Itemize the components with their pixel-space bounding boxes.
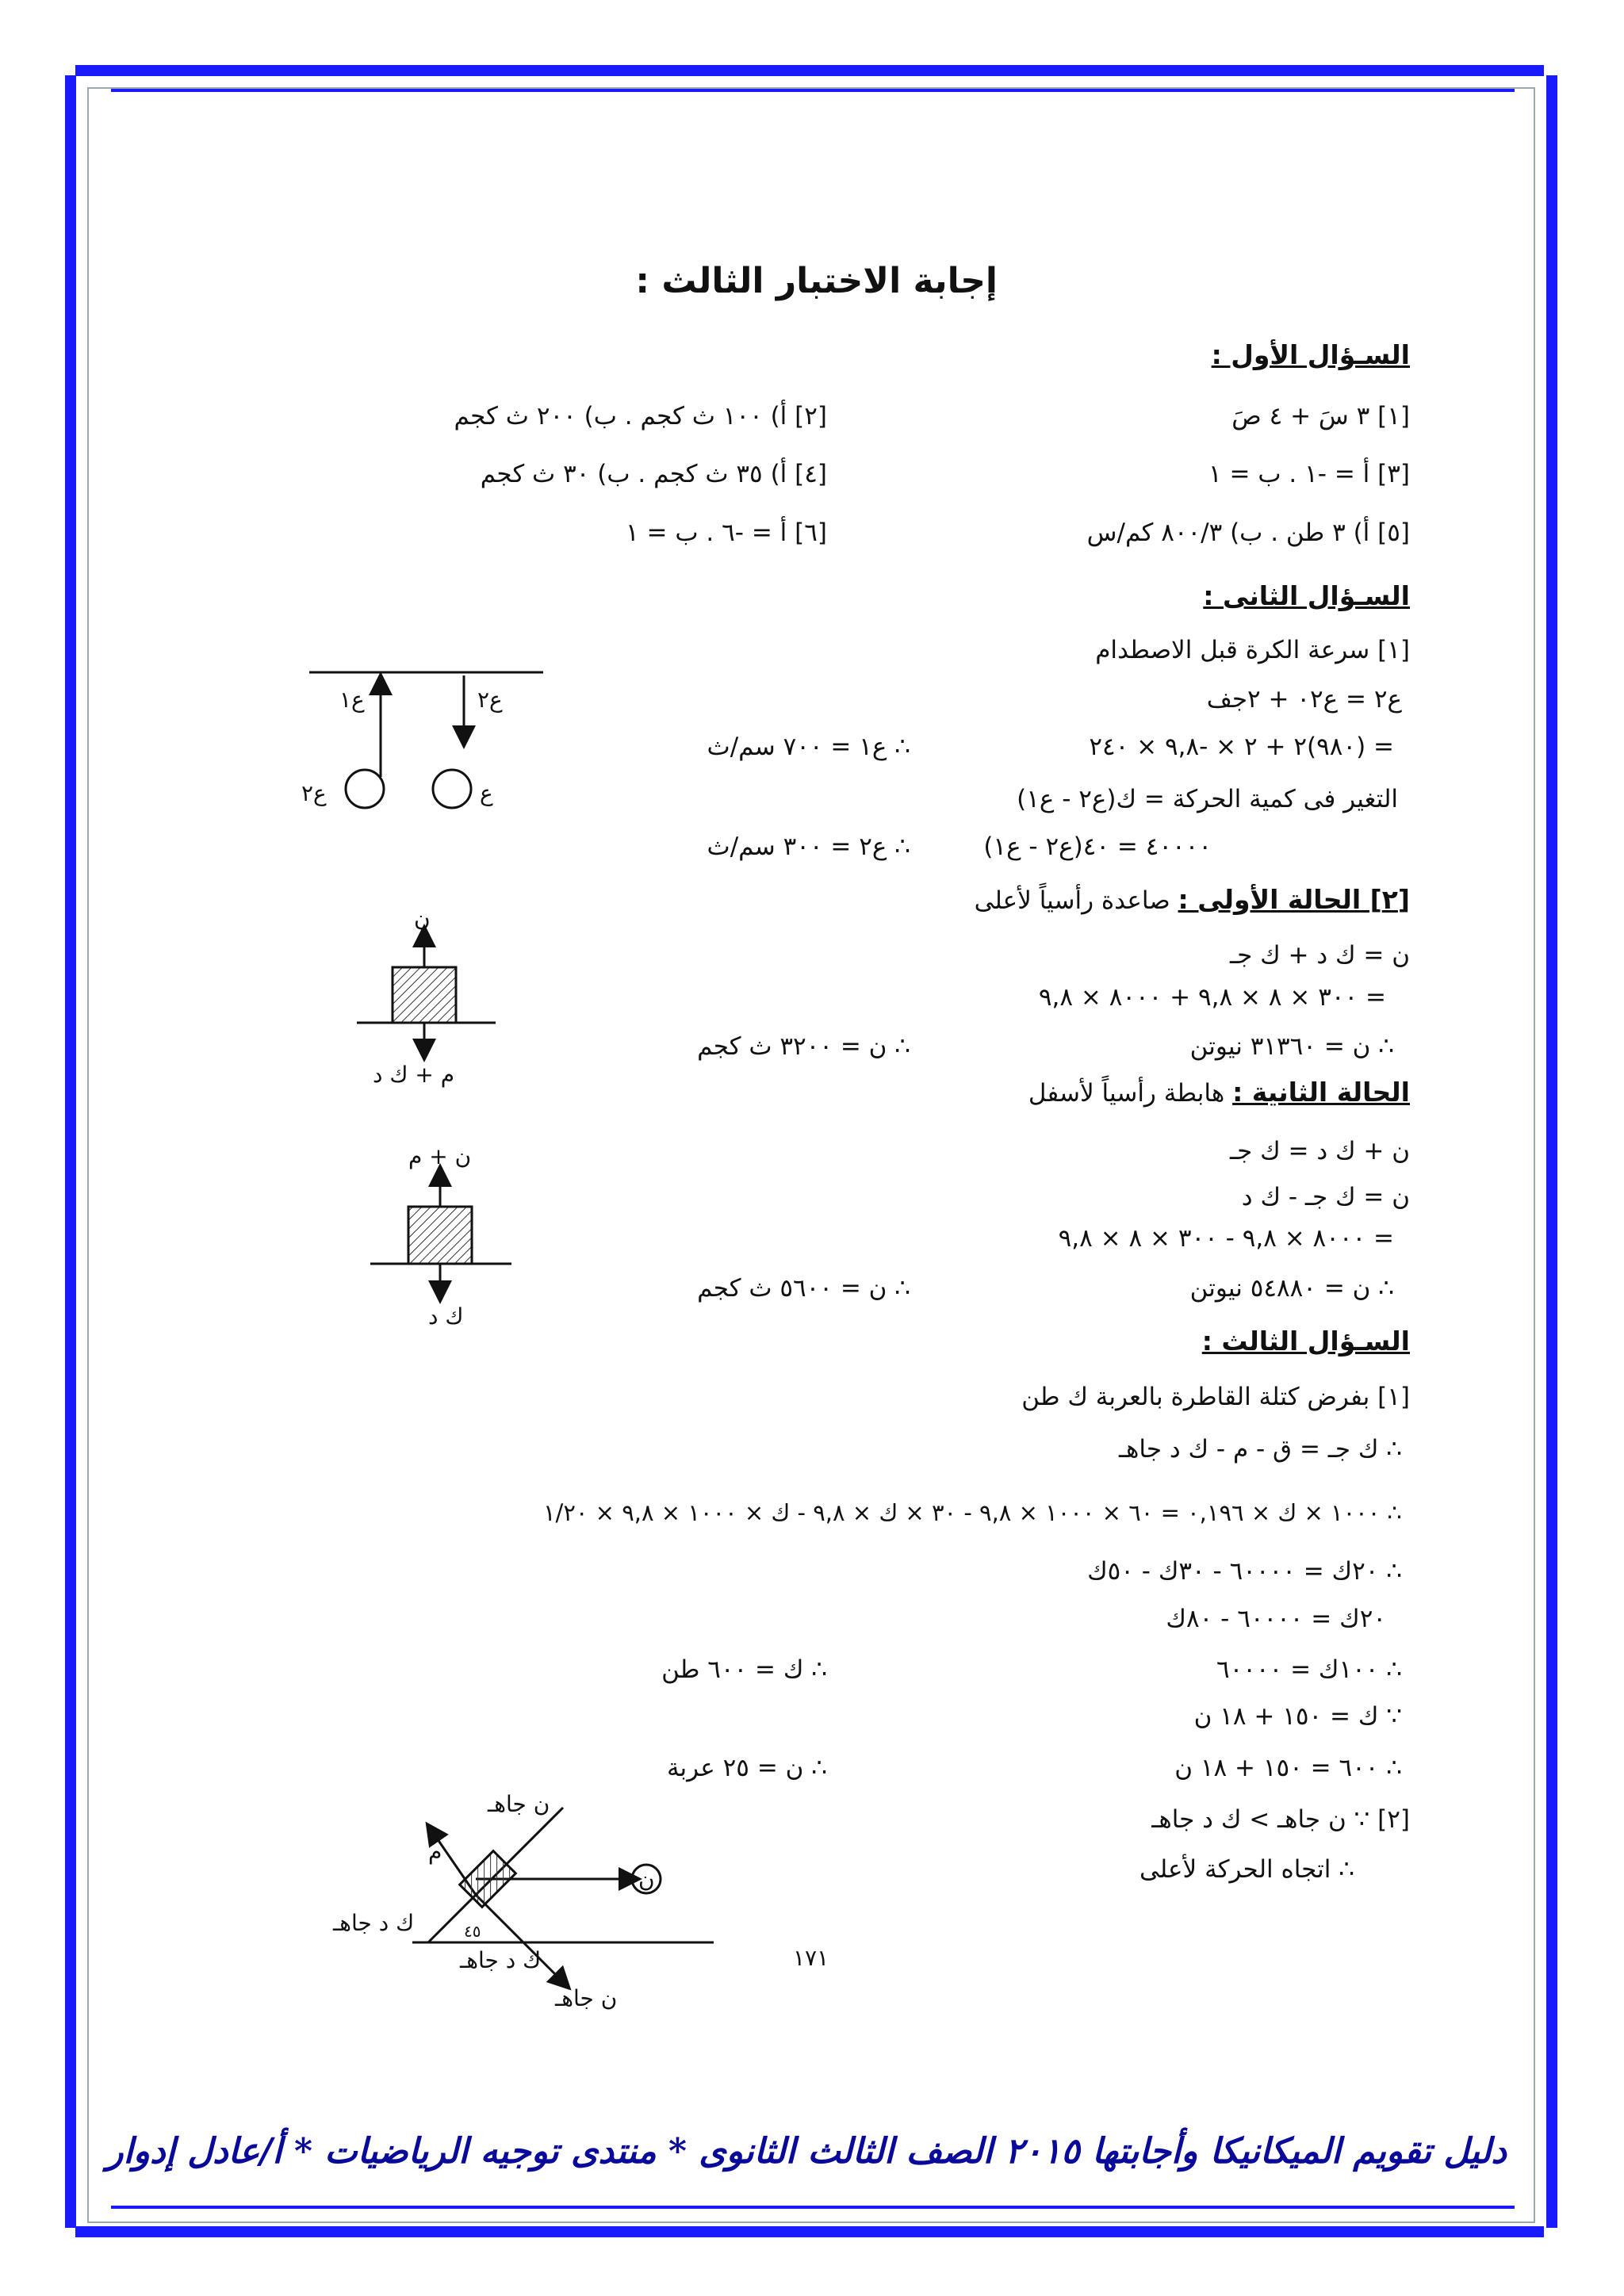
q2-case1-heading: [٢] الحالة الأولى : xyxy=(1178,884,1410,915)
q3-line-11: [٢] ∵ ن جاهـ > ك د جاهـ xyxy=(1151,1805,1410,1834)
frame-right-border xyxy=(1546,75,1557,2228)
lift-down-diagram xyxy=(361,1142,535,1332)
footer-text: دليل تقويم الميكانيكا وأجابتها ٢٠١٥ الصف الثالث الثانوى * منتدى توجيه الرياضيات * أ/عادل إدوار xyxy=(106,2131,1507,2172)
label-u3: ع٢ xyxy=(301,780,327,806)
q2-case1-line-4: ∴ ن = ٣٢٠٠ ث كجم xyxy=(697,1032,910,1061)
q2-part1-line-7: ∴ ع٢ = ٣٠٠ سم/ث xyxy=(707,832,910,861)
q2-part1-line-4: ∴ ع١ = ٧٠٠ سم/ث xyxy=(707,733,910,761)
q1-line-5: [٥] أ) ٣ طن . ب) ٨٠٠/٣ كم/س xyxy=(1086,519,1410,547)
collision-diagram xyxy=(301,658,555,825)
q3-heading: السـؤال الثالث : xyxy=(1201,1326,1410,1357)
q2-part1-line-5: التغير فى كمية الحركة = ك(ع٢ - ع١) xyxy=(1017,785,1398,813)
label-kd-sin: ك د جاهـ xyxy=(333,1910,415,1936)
q3-line-3: ∴ ١٠٠٠ × ك × ٠,١٩٦ = ٦٠ × ١٠٠٠ × ٩,٨ - ٣٠ × ك × ٩,٨ - ك × ١٠٠٠ × ٩,٨ × ١/٢٠ xyxy=(542,1499,1402,1526)
q2-case2 xyxy=(1028,1077,1410,1109)
label-force: ن xyxy=(638,1866,655,1892)
q2-case1-desc: صاعدة رأسياً لأعلى xyxy=(974,886,1170,915)
q2-part1-line-2: ع٢ = ع٠٢ + ٢جف xyxy=(1206,685,1402,714)
label-u1: ع١ xyxy=(339,687,365,713)
q1-heading: السـؤال الأول : xyxy=(1211,339,1410,370)
q2-case2-line-5: ∴ ن = ٥٦٠٠ ث كجم xyxy=(697,1274,910,1303)
label-u2: ع٢ xyxy=(477,687,503,713)
body-box-2 xyxy=(408,1207,472,1264)
ball-left xyxy=(346,770,384,808)
q2-case2-desc: هابطة رأسياً لأسفل xyxy=(1028,1079,1225,1108)
q2-part1-line-6: ٤٠٠٠٠ = ٤٠(ع٢ - ع١) xyxy=(983,832,1212,861)
label-kd-sin-2: ك د جاهـ xyxy=(460,1947,542,1973)
q2-case2-line-2: ن = ك جـ - ك د xyxy=(1241,1183,1410,1211)
q3-line-4: ∴ ٢٠ك = ٦٠٠٠٠ - ٣٠ك - ٥٠ك xyxy=(1087,1557,1402,1586)
q3-line-1: [١] بفرض كتلة القاطرة بالعربة ك طن xyxy=(1021,1383,1410,1411)
q3-line-2: ∴ ك جـ = ق - م - ك د جاهـ xyxy=(1118,1435,1402,1464)
q2-case1-line-3: ∴ ن = ٣١٣٦٠ نيوتن xyxy=(1189,1032,1394,1061)
ball-right xyxy=(433,770,471,808)
page-title: إجابة الاختبار الثالث : xyxy=(635,261,998,301)
label-n: ن xyxy=(414,905,431,932)
q1-line-1: [١] ٣ سَ + ٤ صَ xyxy=(1231,402,1410,430)
inclined-plane-diagram xyxy=(317,1784,730,2014)
label-n-sin: ن جاهـ xyxy=(488,1791,550,1817)
q3-line-7: ∴ ك = ٦٠٠ طن xyxy=(661,1655,827,1684)
label-n-plus-m: ن + م xyxy=(408,1143,472,1169)
q2-case2-line-1: ن + ك د = ك جـ xyxy=(1230,1137,1410,1165)
q3-line-8: ∵ ك = ١٥٠ + ١٨ ن xyxy=(1193,1702,1402,1731)
label-m-plus-kd: م + ك د xyxy=(373,1062,455,1088)
frame-left-border xyxy=(65,75,76,2228)
label-kd: ك د xyxy=(428,1303,464,1330)
q1-line-6: [٦] أ = -٦ . ب = ١ xyxy=(626,519,827,547)
q2-case1-line-1: ن = ك د + ك جـ xyxy=(1230,941,1410,970)
q2-case1-line-2: = ٣٠٠ × ٨ × ٩,٨ + ٨٠٠٠ × ٩,٨ xyxy=(1038,983,1386,1012)
frame-top-border xyxy=(75,65,1544,76)
frame-inner-top-line xyxy=(111,89,1515,92)
frame-inner-bottom-line xyxy=(111,2206,1515,2209)
q3-line-5: ٢٠ك = ٦٠٠٠٠ - ٨٠ك xyxy=(1166,1605,1386,1633)
q2-case2-line-4: ∴ ن = ٥٤٨٨٠ نيوتن xyxy=(1189,1274,1394,1303)
label-u4: ع xyxy=(480,780,493,806)
label-r: م xyxy=(428,1839,442,1865)
q1-line-4: [٤] أ) ٣٥ ث كجم . ب) ٣٠ ث كجم xyxy=(480,460,827,488)
q2-heading: السـؤال الثانى : xyxy=(1203,580,1410,611)
q2-case2-heading: الحالة الثانية : xyxy=(1232,1077,1410,1108)
q3-line-6: ∴ ١٠٠ك = ٦٠٠٠٠ xyxy=(1216,1655,1402,1684)
frame-bottom-border xyxy=(75,2226,1544,2237)
label-angle: ٤٥ xyxy=(464,1922,481,1941)
body-box xyxy=(393,967,456,1023)
q2-case2-line-3: = ٨٠٠٠ × ٩,٨ - ٣٠٠ × ٨ × ٩,٨ xyxy=(1058,1224,1394,1253)
q2-part1-line-3: = (٩٨٠)٢ + ٢ × -٩,٨ × ٢٤٠ xyxy=(1089,733,1394,761)
label-n-sin-2: ن جاهـ xyxy=(555,1985,618,2011)
q2-case1 xyxy=(975,884,1410,916)
page-number: ١٧١ xyxy=(793,1945,829,1971)
block-on-incline xyxy=(460,1851,516,1908)
q3-line-10: ∴ ن = ٢٥ عربة xyxy=(666,1754,827,1782)
q1-line-3: [٣] أ = -١ . ب = ١ xyxy=(1208,460,1410,488)
q3-line-12: ∴ اتجاه الحركة لأعلى xyxy=(1139,1855,1354,1884)
q3-line-9: ∴ ٦٠٠ = ١٥٠ + ١٨ ن xyxy=(1174,1754,1402,1782)
lift-up-diagram xyxy=(349,904,523,1094)
q1-line-2: [٢] أ) ١٠٠ ث كجم . ب) ٢٠٠ ث كجم xyxy=(454,402,827,430)
q2-part1-line-1: [١] سرعة الكرة قبل الاصطدام xyxy=(1095,636,1410,664)
